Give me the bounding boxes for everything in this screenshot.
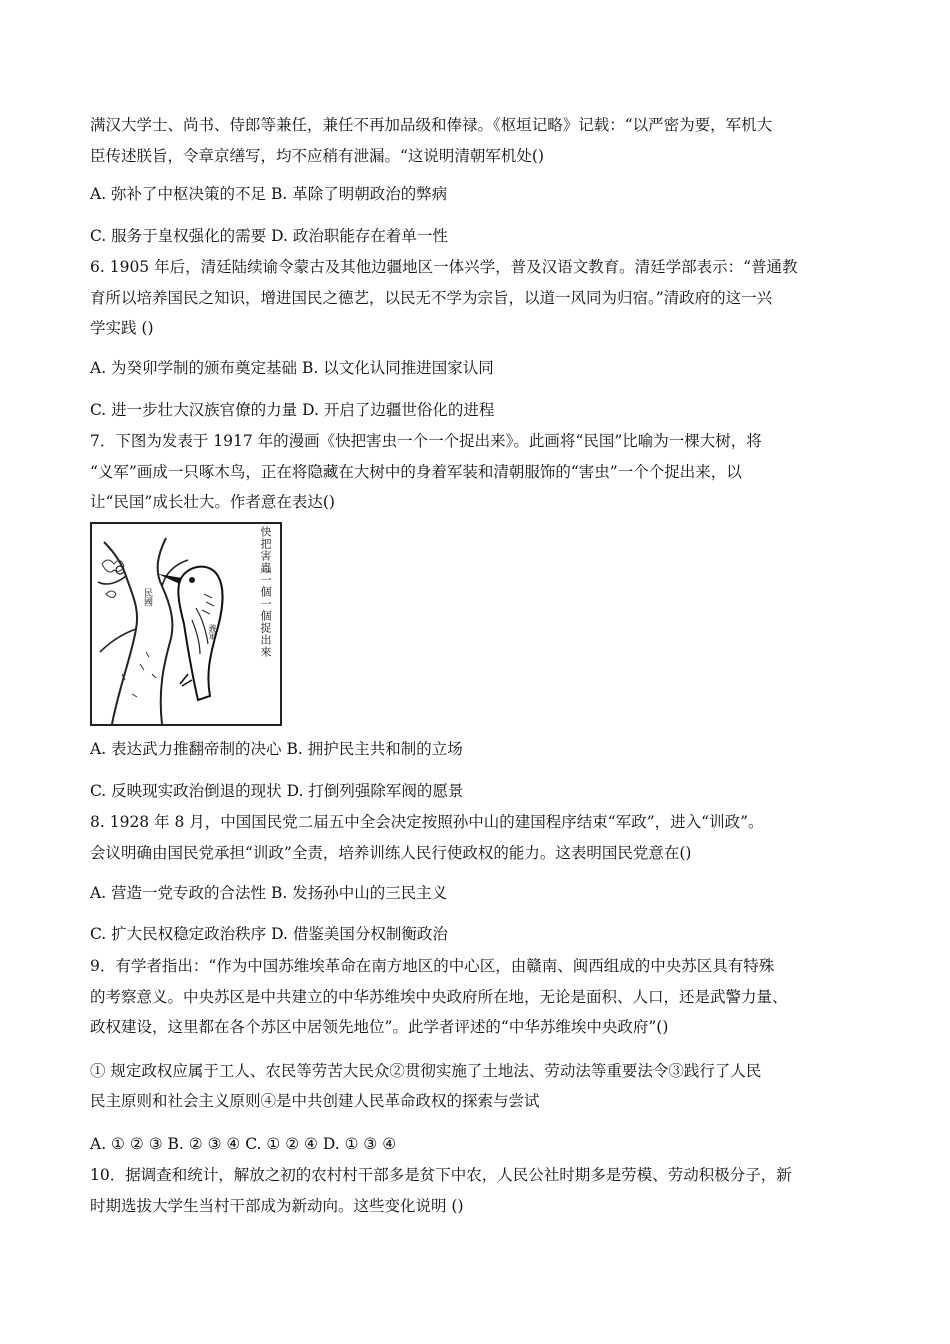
tree-branch <box>98 576 126 584</box>
q8-options-ab: A. 营造一党专政的合法性 B. 发扬孙中山的三民主义 <box>90 884 448 902</box>
q7-stem-line-1: 7．下图为发表于 1917 年的漫画《快把害虫一个一个捉出来》。此画将“民国”比喻为一棵大树，将 <box>90 432 762 450</box>
q6-options-ab: A. 为癸卯学制的颁布奠定基础 B. 以文化认同推进国家认同 <box>90 359 494 377</box>
tree-trunk-right <box>158 538 173 724</box>
tree-trunk-left <box>104 542 137 724</box>
q7-stem-line-2: “义军”画成一只啄木鸟，正在将隐藏在大树中的身着军装和清朝服饰的“害虫”一个个捉出来，以 <box>90 463 742 481</box>
q7-options-cd: C. 反映现实政治倒退的现状 D. 打倒列强除军阀的愿景 <box>90 782 464 800</box>
tree-label: 民國 <box>142 588 152 606</box>
q9-items-line-1: ① 规定政权应属于工人、农民等劳苦大民众②贯彻实施了土地法、劳动法等重要法令③践行了人民 <box>90 1062 762 1080</box>
q9-stem-line-1: 9．有学者指出：“作为中国苏维埃革命在南方地区的中心区，由赣南、闽西组成的中央苏区具有特殊 <box>90 957 775 975</box>
q6-options-cd: C. 进一步壮大汉族官僚的力量 D. 开启了边疆世俗化的进程 <box>90 401 495 419</box>
woodpecker-eye <box>189 577 195 583</box>
q5-stem-line-2: 臣传述朕旨，令章京缮写，均不应稍有泄漏。“这说明清朝军机处() <box>90 147 545 165</box>
woodpecker-claws <box>180 674 192 686</box>
q8-stem-line-2: 会议明确由国民党承担“训政”全责，培养训练人民行使政权的能力。这表明国民党意在() <box>90 844 692 862</box>
q9-options: A. ① ② ③ B. ② ③ ④ C. ① ② ④ D. ① ③ ④ <box>90 1135 397 1153</box>
leaves <box>106 591 116 598</box>
q8-options-cd: C. 扩大民权稳定政治秩序 D. 借鉴美国分权制衡政治 <box>90 925 448 943</box>
bark-texture <box>122 652 156 697</box>
q6-stem-line-3: 学实践 () <box>90 319 154 337</box>
q6-stem-line-1: 6. 1905 年后，清廷陆续谕令蒙古及其他边疆地区一体兴学，普及汉语文教育。清廷学部表示：“普通教 <box>90 258 798 276</box>
q7-options-ab: A. 表达武力推翻帝制的决心 B. 拥护民主共和制的立场 <box>90 740 463 758</box>
q8-stem-line-1: 8. 1928 年 8 月，中国国民党二届五中全会决定按照孙中山的建国程序结束“军政”，进入“训政”。 <box>90 813 764 831</box>
tree-branch <box>100 629 136 652</box>
q9-items-line-2: 民主原则和社会主义原则④是中共创建人民革命政权的探索与尝试 <box>90 1092 540 1110</box>
cartoon-figure <box>90 522 282 726</box>
q5-options-cd: C. 服务于皇权强化的需要 D. 政治职能存在着单一性 <box>90 227 448 245</box>
q10-stem-line-2: 时期选拔大学生当村干部成为新动向。这些变化说明 () <box>90 1197 464 1215</box>
q5-stem-line-1: 满汉大学士、尚书、侍郎等兼任，兼任不再加品级和俸禄。《枢垣记略》记载：“以严密为要，军机大 <box>90 116 773 134</box>
q6-stem-line-2: 育所以培养国民之知识，增进国民之德艺，以民无不学为宗旨，以道一风同为归宿。”清政府的这一兴 <box>90 289 773 307</box>
cartoon-caption: 快把害蟲一個一個捉出來 <box>259 526 272 658</box>
q7-stem-line-3: 让“民国”成长壮大。作者意在表达() <box>90 493 335 511</box>
q9-stem-line-3: 政权建设，这里都在各个苏区中居领先地位”。此学者评述的“中华苏维埃中央政府”() <box>90 1018 669 1036</box>
bird-label: 義軍 <box>208 624 217 640</box>
q5-options-ab: A. 弥补了中枢决策的不足 B. 革除了明朝政治的弊病 <box>90 185 448 203</box>
woodpecker-beak <box>158 574 182 584</box>
q9-stem-line-2: 的考察意义。中央苏区是中共建立的中华苏维埃中央政府所在地，无论是面积、人口，还是武警力量、 <box>90 988 788 1006</box>
q10-stem-line-1: 10．据调查和统计，解放之初的农村村干部多是贫下中农，人民公社时期多是劳模、劳动积极分子，新 <box>90 1166 792 1184</box>
